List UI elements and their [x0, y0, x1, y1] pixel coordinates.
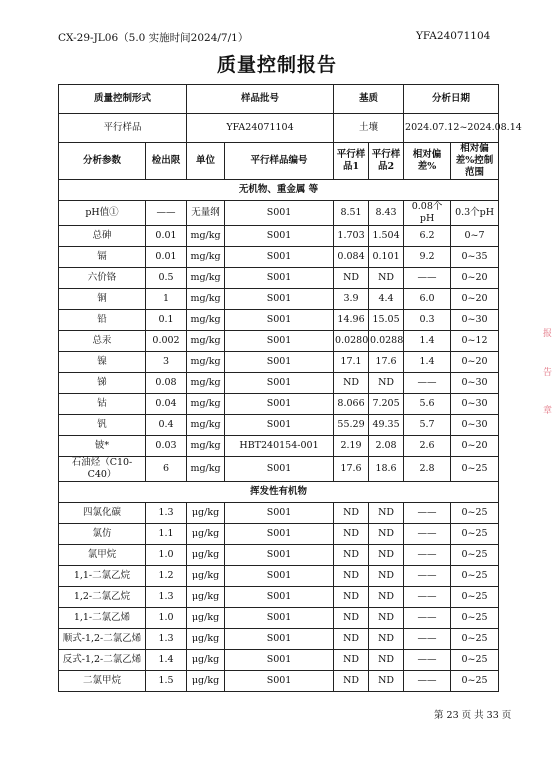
table-cell: 四氯化碳 — [59, 503, 146, 524]
column-header: 平行样品编号 — [225, 143, 334, 180]
table-cell: 氯仿 — [59, 524, 146, 545]
table-cell: 0~20 — [451, 436, 499, 457]
table-cell: ND — [369, 566, 404, 587]
info-value: 2024.07.12~2024.08.14 — [404, 114, 499, 143]
table-cell: 0.08 — [146, 373, 187, 394]
table-cell: S001 — [225, 247, 334, 268]
table-cell: 0.08个pH — [404, 201, 451, 226]
table-cell: 1,1-二氯乙烷 — [59, 566, 146, 587]
table-cell: ND — [334, 373, 369, 394]
column-header: 检出限 — [146, 143, 187, 180]
table-cell: 5.7 — [404, 415, 451, 436]
table-cell: ND — [334, 566, 369, 587]
table-row — [59, 436, 499, 457]
table-cell: 锑 — [59, 373, 146, 394]
table-row — [59, 457, 499, 482]
table-cell: 1.4 — [146, 650, 187, 671]
table-cell: 1.2 — [146, 566, 187, 587]
table-cell: 0.002 — [146, 331, 187, 352]
table-cell: 1.0 — [146, 545, 187, 566]
table-cell: 铍* — [59, 436, 146, 457]
column-header: 单位 — [187, 143, 225, 180]
table-cell: mg/kg — [187, 373, 225, 394]
table-row — [59, 201, 499, 226]
page-title: 质量控制报告 — [216, 54, 337, 76]
table-cell: S001 — [225, 587, 334, 608]
table-cell: 反式-1,2-二氯乙烯 — [59, 650, 146, 671]
table-cell: 1.4 — [404, 331, 451, 352]
table-cell: 0.3 — [404, 310, 451, 331]
table-row — [59, 524, 499, 545]
table-cell: 无量纲 — [187, 201, 225, 226]
table-row — [59, 331, 499, 352]
info-label: 基质 — [334, 85, 404, 114]
table-cell: 六价铬 — [59, 268, 146, 289]
table-cell: 石油烃（C10-C40） — [59, 457, 146, 482]
table-cell: S001 — [225, 650, 334, 671]
table-cell: 0~30 — [451, 373, 499, 394]
table-cell: mg/kg — [187, 310, 225, 331]
table-row — [59, 629, 499, 650]
table-cell: 二氯甲烷 — [59, 671, 146, 692]
column-header: 平行样品1 — [334, 143, 369, 180]
table-row — [59, 289, 499, 310]
table-cell: 1,1-二氯乙烯 — [59, 608, 146, 629]
table-cell: μg/kg — [187, 566, 225, 587]
table-cell: —— — [404, 503, 451, 524]
table-cell: 镍 — [59, 352, 146, 373]
table-cell: ND — [369, 545, 404, 566]
table-cell: ND — [334, 503, 369, 524]
table-cell: S001 — [225, 310, 334, 331]
info-value: 平行样品 — [59, 114, 187, 143]
table-cell: μg/kg — [187, 629, 225, 650]
table-cell: 6.0 — [404, 289, 451, 310]
table-cell: S001 — [225, 394, 334, 415]
table-cell: 8.51 — [334, 201, 369, 226]
table-cell: 1.504 — [369, 226, 404, 247]
table-cell: 0~25 — [451, 629, 499, 650]
table-cell: 1.3 — [146, 503, 187, 524]
table-cell: pH值① — [59, 201, 146, 226]
table-cell: —— — [146, 201, 187, 226]
table-cell: μg/kg — [187, 671, 225, 692]
table-cell: 铜 — [59, 289, 146, 310]
table-cell: 0.4 — [146, 415, 187, 436]
table-cell: 1.5 — [146, 671, 187, 692]
table-cell: 4.4 — [369, 289, 404, 310]
table-cell: 总汞 — [59, 331, 146, 352]
table-cell: 3 — [146, 352, 187, 373]
table-cell: S001 — [225, 566, 334, 587]
table-cell: S001 — [225, 415, 334, 436]
table-cell: —— — [404, 671, 451, 692]
table-cell: 2.6 — [404, 436, 451, 457]
section-header-row — [59, 482, 499, 503]
table-cell: μg/kg — [187, 545, 225, 566]
table-cell: 1.4 — [404, 352, 451, 373]
table-cell: 总砷 — [59, 226, 146, 247]
section-title: 挥发性有机物 — [59, 482, 499, 503]
table-cell: 5.6 — [404, 394, 451, 415]
table-cell: 0.1 — [146, 310, 187, 331]
table-cell: 2.8 — [404, 457, 451, 482]
section-header-row — [59, 180, 499, 201]
table-cell: 0.01 — [146, 247, 187, 268]
table-cell: 3.9 — [334, 289, 369, 310]
table-cell: ND — [369, 524, 404, 545]
column-header: 相对偏差% — [404, 143, 451, 180]
table-row — [59, 671, 499, 692]
table-cell: 0.04 — [146, 394, 187, 415]
table-cell: S001 — [225, 373, 334, 394]
table-cell: 6.2 — [404, 226, 451, 247]
info-value: 土壤 — [334, 114, 404, 143]
table-cell: mg/kg — [187, 247, 225, 268]
table-cell: 镉 — [59, 247, 146, 268]
table-cell: μg/kg — [187, 650, 225, 671]
table-cell: ND — [369, 671, 404, 692]
page-number: 第 23 页 共 33 页 — [434, 710, 512, 721]
table-cell: 1.3 — [146, 587, 187, 608]
table-cell: 18.6 — [369, 457, 404, 482]
table-cell: mg/kg — [187, 331, 225, 352]
table-row — [59, 394, 499, 415]
table-cell: 0.5 — [146, 268, 187, 289]
table-cell: 0~20 — [451, 268, 499, 289]
table-cell: S001 — [225, 268, 334, 289]
table-cell: 0~30 — [451, 415, 499, 436]
table-cell: 17.6 — [369, 352, 404, 373]
table-cell: ND — [369, 373, 404, 394]
column-header: 相对偏差%控制范围 — [451, 143, 499, 180]
table-cell: 0.03 — [146, 436, 187, 457]
table-cell: S001 — [225, 629, 334, 650]
table-cell: —— — [404, 629, 451, 650]
table-cell: S001 — [225, 457, 334, 482]
table-cell: 氯甲烷 — [59, 545, 146, 566]
table-cell: 0~30 — [451, 394, 499, 415]
table-cell: ND — [334, 671, 369, 692]
table-cell: 0~25 — [451, 671, 499, 692]
table-cell: 钴 — [59, 394, 146, 415]
info-value: YFA24071104 — [187, 114, 334, 143]
table-cell: ND — [369, 268, 404, 289]
seal-mark: 告 — [543, 368, 553, 378]
table-cell: ND — [369, 503, 404, 524]
report-id: YFA24071104 — [416, 30, 491, 42]
info-label: 质量控制形式 — [59, 85, 187, 114]
table-row — [59, 650, 499, 671]
table-cell: 0~25 — [451, 566, 499, 587]
table-cell: S001 — [225, 524, 334, 545]
table-cell: —— — [404, 587, 451, 608]
table-cell: S001 — [225, 545, 334, 566]
table-cell: 0.0288 — [369, 331, 404, 352]
table-cell: 0~12 — [451, 331, 499, 352]
table-cell: —— — [404, 524, 451, 545]
table-cell: 49.35 — [369, 415, 404, 436]
table-cell: S001 — [225, 352, 334, 373]
table-row — [59, 226, 499, 247]
table-cell: 0.3个pH — [451, 201, 499, 226]
table-row — [59, 310, 499, 331]
column-header-row — [59, 143, 499, 180]
table-cell: 2.19 — [334, 436, 369, 457]
table-cell: 0~30 — [451, 310, 499, 331]
table-cell: ND — [334, 268, 369, 289]
quality-control-table — [58, 84, 522, 692]
table-cell: ND — [334, 587, 369, 608]
table-cell: 0~20 — [451, 289, 499, 310]
table-cell: μg/kg — [187, 503, 225, 524]
info-value-row — [59, 114, 499, 143]
table-cell: 8.066 — [334, 394, 369, 415]
table-cell: mg/kg — [187, 352, 225, 373]
info-label: 分析日期 — [404, 85, 499, 114]
table-cell: ND — [369, 629, 404, 650]
table-cell: ND — [369, 587, 404, 608]
table-row — [59, 247, 499, 268]
table-cell: 1,2-二氯乙烷 — [59, 587, 146, 608]
info-label: 样品批号 — [187, 85, 334, 114]
table-cell: 8.43 — [369, 201, 404, 226]
column-header: 分析参数 — [59, 143, 146, 180]
table-cell: 55.29 — [334, 415, 369, 436]
seal-mark: 报 — [543, 329, 553, 339]
table-cell: 1.0 — [146, 608, 187, 629]
table-cell: 2.08 — [369, 436, 404, 457]
table-cell: 0.01 — [146, 226, 187, 247]
table-cell: S001 — [225, 671, 334, 692]
document-code: CX-29-JL06（5.0 实施时间2024/7/1） — [58, 32, 249, 44]
table-cell: 1.1 — [146, 524, 187, 545]
table-cell: S001 — [225, 289, 334, 310]
table-cell: ND — [334, 545, 369, 566]
table-cell: μg/kg — [187, 524, 225, 545]
table-row — [59, 352, 499, 373]
table-cell: mg/kg — [187, 289, 225, 310]
table-cell: 钒 — [59, 415, 146, 436]
table-cell: 9.2 — [404, 247, 451, 268]
table-cell: 0~25 — [451, 457, 499, 482]
table-cell: S001 — [225, 226, 334, 247]
table-cell: 0~25 — [451, 608, 499, 629]
table-cell: 17.1 — [334, 352, 369, 373]
table-cell: 0~25 — [451, 524, 499, 545]
table-cell: ND — [334, 650, 369, 671]
table-cell: 0~7 — [451, 226, 499, 247]
table-cell: 0~25 — [451, 545, 499, 566]
table-cell: ND — [369, 650, 404, 671]
table-cell: S001 — [225, 331, 334, 352]
table-row — [59, 415, 499, 436]
table-cell: —— — [404, 545, 451, 566]
table-row — [59, 608, 499, 629]
table-cell: 7.205 — [369, 394, 404, 415]
table-cell: ND — [369, 608, 404, 629]
table-cell: 15.05 — [369, 310, 404, 331]
table-cell: mg/kg — [187, 457, 225, 482]
table-row — [59, 503, 499, 524]
table-cell: 铅 — [59, 310, 146, 331]
table-cell: 0~20 — [451, 352, 499, 373]
table-cell: 0~35 — [451, 247, 499, 268]
table-row — [59, 373, 499, 394]
table-row — [59, 545, 499, 566]
table-cell: —— — [404, 566, 451, 587]
table-cell: —— — [404, 650, 451, 671]
table-row — [59, 587, 499, 608]
table-cell: 1.3 — [146, 629, 187, 650]
table-cell: HBT240154-001 — [225, 436, 334, 457]
table-cell: 6 — [146, 457, 187, 482]
table-cell: 0~25 — [451, 503, 499, 524]
table-cell: 17.6 — [334, 457, 369, 482]
table-cell: mg/kg — [187, 226, 225, 247]
table-row — [59, 566, 499, 587]
table-cell: μg/kg — [187, 608, 225, 629]
table-cell: mg/kg — [187, 436, 225, 457]
table-cell: S001 — [225, 503, 334, 524]
section-title: 无机物、重金属 等 — [59, 180, 499, 201]
table-row — [59, 268, 499, 289]
table-cell: ND — [334, 629, 369, 650]
table-cell: S001 — [225, 608, 334, 629]
table-cell: —— — [404, 268, 451, 289]
table-cell: 1.703 — [334, 226, 369, 247]
table-cell: 1 — [146, 289, 187, 310]
table-cell: 0~25 — [451, 650, 499, 671]
table-cell: 0~25 — [451, 587, 499, 608]
table-cell: S001 — [225, 201, 334, 226]
table-cell: —— — [404, 373, 451, 394]
table-cell: mg/kg — [187, 268, 225, 289]
table-cell: mg/kg — [187, 415, 225, 436]
column-header: 平行样品2 — [369, 143, 404, 180]
table-cell: 顺式-1,2-二氯乙烯 — [59, 629, 146, 650]
table-cell: 14.96 — [334, 310, 369, 331]
table-cell: mg/kg — [187, 394, 225, 415]
table-cell: ND — [334, 608, 369, 629]
table-cell: 0.0280 — [334, 331, 369, 352]
table-cell: —— — [404, 608, 451, 629]
table-cell: μg/kg — [187, 587, 225, 608]
seal-mark: 章 — [543, 406, 553, 416]
table-cell: ND — [334, 524, 369, 545]
table-cell: 0.084 — [334, 247, 369, 268]
info-label-row — [59, 85, 499, 114]
table-cell: 0.101 — [369, 247, 404, 268]
